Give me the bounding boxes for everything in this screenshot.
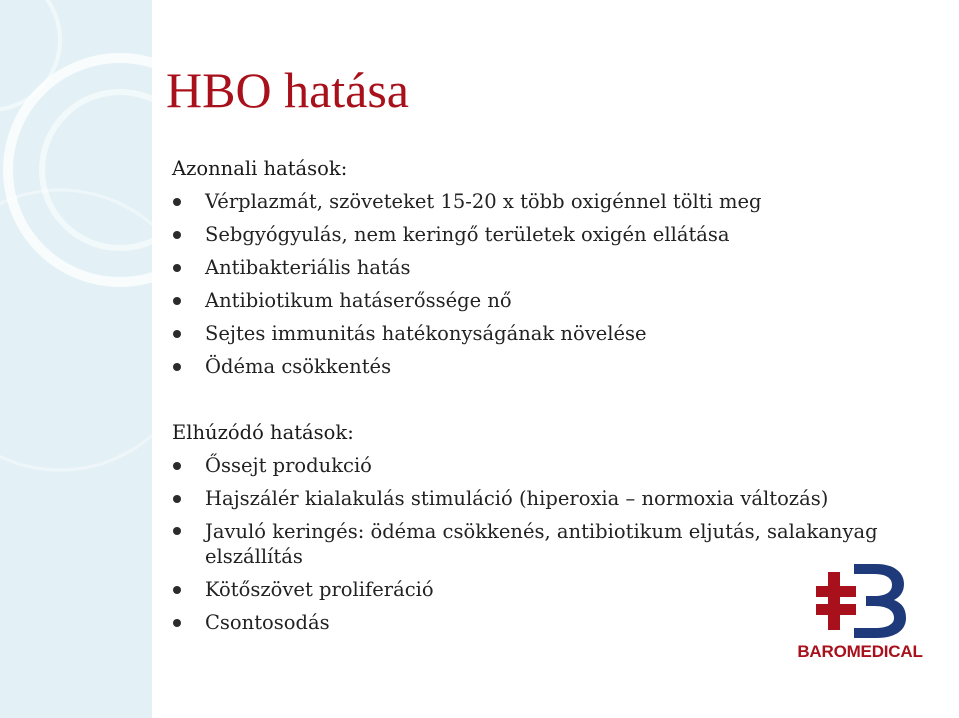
decorative-side-band xyxy=(0,0,152,718)
baromedical-logo-icon xyxy=(814,560,910,640)
baromedical-logo xyxy=(790,560,930,670)
bullet-item: Ödéma csökkentés xyxy=(172,350,932,383)
section-heading-delayed: Elhúzódó hatások: xyxy=(172,421,354,444)
bullet-item: Sebgyógyulás, nem keringő területek oxigén ellátása xyxy=(172,218,932,251)
bullet-item: Sejtes immunitás hatékonyságának növelése xyxy=(172,317,932,350)
bullet-item: Antibiotikum hatáserőssége nő xyxy=(172,284,932,317)
bullet-item: Javuló keringés: ödéma csökkenés, antibiotikum eljutás, salakanyag elszállítás xyxy=(172,515,932,573)
slide-title: HBO hatása xyxy=(166,62,409,118)
bullet-item: Csontosodás xyxy=(172,606,932,639)
section-spacer xyxy=(172,383,932,416)
section-heading-immediate: Azonnali hatások: xyxy=(172,157,348,180)
bullet-list-immediate xyxy=(172,185,932,383)
bullet-item: Kötőszövet proliferáció xyxy=(172,573,932,606)
bullet-item: Vérplazmát, szöveteket 15-20 x több oxigénnel tölti meg xyxy=(172,185,932,218)
logo-text: BAROMEDICAL xyxy=(797,642,923,661)
bullet-item: Hajszálér kialakulás stimuláció (hiperoxia – normoxia változás) xyxy=(172,482,932,515)
decorative-circles xyxy=(0,0,152,718)
bullet-item: Őssejt produkció xyxy=(172,449,932,482)
bullet-item: Antibakteriális hatás xyxy=(172,251,932,284)
